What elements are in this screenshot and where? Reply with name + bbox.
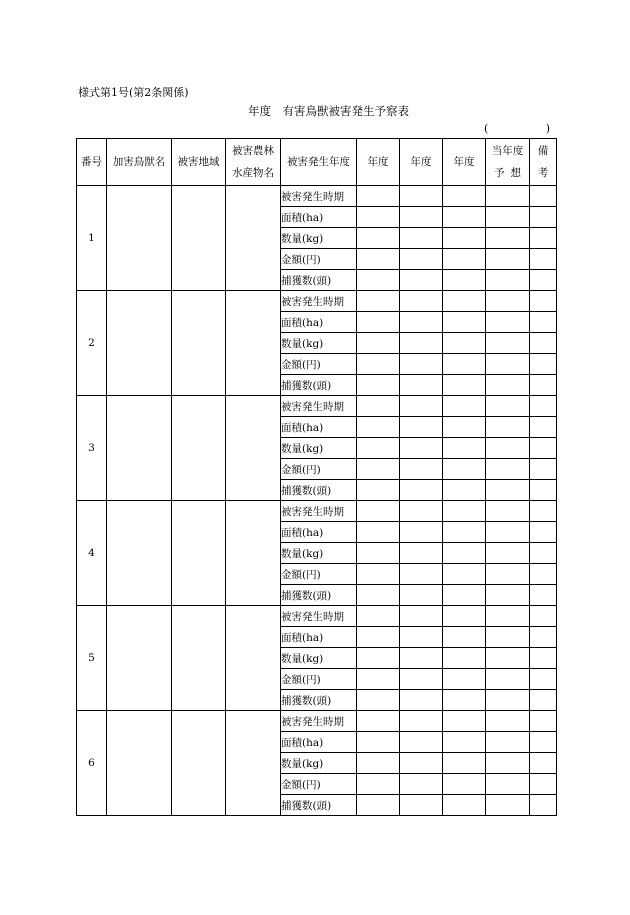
year-1-value-cell[interactable] [357,648,400,669]
header-number: 番号 [77,139,107,186]
item-label-cell: 金額(円) [281,459,357,480]
forecast-value-cell[interactable] [486,375,530,396]
group-number-cell: 2 [77,291,107,396]
year-1-value-cell[interactable] [357,711,400,732]
table-row [77,291,557,312]
header-remarks [530,139,557,186]
year-3-value-cell[interactable] [443,312,486,333]
group-number-cell: 3 [77,396,107,501]
year-1-value-cell[interactable] [357,312,400,333]
year-1-value-cell[interactable] [357,417,400,438]
form-title: 年度 有害鳥獣被害発生予察表 [248,104,409,118]
year-3-value-cell[interactable] [443,207,486,228]
year-3-value-cell[interactable] [443,270,486,291]
forecast-value-cell[interactable] [486,753,530,774]
year-1-value-cell[interactable] [357,396,400,417]
year-2-value-cell[interactable] [400,606,443,627]
year-1-value-cell[interactable] [357,795,400,816]
year-1-value-cell[interactable] [357,732,400,753]
year-2-value-cell[interactable] [400,417,443,438]
year-2-value-cell[interactable] [400,438,443,459]
remarks-value-cell[interactable] [530,207,557,228]
remarks-value-cell[interactable] [530,417,557,438]
forecast-value-cell[interactable] [486,333,530,354]
item-label-cell: 被害発生時期 [281,501,357,522]
year-3-value-cell[interactable] [443,711,486,732]
year-2-value-cell[interactable] [400,795,443,816]
animal-cell[interactable] [107,501,172,606]
crop-cell[interactable] [226,606,281,711]
year-1-value-cell[interactable] [357,249,400,270]
forecast-value-cell[interactable] [486,669,530,690]
year-1-value-cell[interactable] [357,606,400,627]
year-3-value-cell[interactable] [443,438,486,459]
year-1-value-cell[interactable] [357,291,400,312]
header-row [77,139,557,186]
year-2-value-cell[interactable] [400,501,443,522]
group-number-cell: 5 [77,606,107,711]
year-2-value-cell[interactable] [400,375,443,396]
year-3-value-cell[interactable] [443,480,486,501]
header-remarks-line2: 考 [537,167,549,179]
item-label-cell: 被害発生時期 [281,396,357,417]
remarks-value-cell[interactable] [530,333,557,354]
remarks-value-cell[interactable] [530,228,557,249]
item-label-cell: 数量(kg) [281,228,357,249]
forecast-value-cell[interactable] [486,291,530,312]
header-region: 被害地域 [172,139,226,186]
year-1-value-cell[interactable] [357,543,400,564]
area-parenthesis [484,122,550,135]
table-row [77,396,557,417]
year-3-value-cell[interactable] [443,354,486,375]
year-3-value-cell[interactable] [443,249,486,270]
table-row [77,186,557,207]
remarks-value-cell[interactable] [530,753,557,774]
paren-close: ) [545,122,550,135]
year-1-value-cell[interactable] [357,564,400,585]
forecast-value-cell[interactable] [486,417,530,438]
year-2-value-cell[interactable] [400,774,443,795]
region-cell[interactable] [172,606,226,711]
year-2-value-cell[interactable] [400,312,443,333]
header-remarks-line1: 備 [537,145,549,157]
forecast-value-cell[interactable] [486,564,530,585]
animal-cell[interactable] [107,186,172,291]
crop-cell[interactable] [226,501,281,606]
year-3-value-cell[interactable] [443,333,486,354]
group-number-cell: 6 [77,711,107,816]
remarks-value-cell[interactable] [530,564,557,585]
year-2-value-cell[interactable] [400,522,443,543]
damage-forecast-table [76,138,557,816]
forecast-value-cell[interactable] [486,711,530,732]
year-1-value-cell[interactable] [357,627,400,648]
forecast-value-cell[interactable] [486,438,530,459]
year-1-value-cell[interactable] [357,375,400,396]
year-2-value-cell[interactable] [400,396,443,417]
remarks-value-cell[interactable] [530,501,557,522]
forecast-value-cell[interactable] [486,396,530,417]
year-2-value-cell[interactable] [400,564,443,585]
item-label-cell: 捕獲数(頭) [281,270,357,291]
header-year-2: 年度 [400,139,443,186]
year-2-value-cell[interactable] [400,207,443,228]
item-label-cell: 面積(ha) [281,522,357,543]
header-forecast-yo: 予 [494,167,505,179]
year-2-value-cell[interactable] [400,333,443,354]
item-label-cell: 金額(円) [281,774,357,795]
paren-open: ( [484,122,489,135]
header-animal: 加害鳥獣名 [107,139,172,186]
remarks-value-cell[interactable] [530,396,557,417]
year-3-value-cell[interactable] [443,732,486,753]
year-2-value-cell[interactable] [400,270,443,291]
year-3-value-cell[interactable] [443,291,486,312]
year-3-value-cell[interactable] [443,606,486,627]
item-label-cell: 被害発生時期 [281,291,357,312]
year-1-value-cell[interactable] [357,354,400,375]
item-label-cell: 金額(円) [281,669,357,690]
animal-cell[interactable] [107,711,172,816]
year-1-value-cell[interactable] [357,207,400,228]
remarks-value-cell[interactable] [530,438,557,459]
item-label-cell: 数量(kg) [281,648,357,669]
year-2-value-cell[interactable] [400,753,443,774]
header-crop-line2: 水産物名 [232,167,274,179]
year-2-value-cell[interactable] [400,711,443,732]
region-cell[interactable] [172,186,226,291]
header-forecast-sou: 想 [510,167,521,179]
item-label-cell: 捕獲数(頭) [281,480,357,501]
forecast-value-cell[interactable] [486,312,530,333]
remarks-value-cell[interactable] [530,732,557,753]
remarks-value-cell[interactable] [530,270,557,291]
forecast-value-cell[interactable] [486,207,530,228]
year-3-value-cell[interactable] [443,459,486,480]
item-label-cell: 捕獲数(頭) [281,690,357,711]
year-1-value-cell[interactable] [357,459,400,480]
item-label-cell: 数量(kg) [281,753,357,774]
region-cell[interactable] [172,711,226,816]
item-label-cell: 金額(円) [281,249,357,270]
item-label-cell: 金額(円) [281,564,357,585]
table-row [77,711,557,732]
remarks-value-cell[interactable] [530,669,557,690]
year-1-value-cell[interactable] [357,438,400,459]
year-3-value-cell[interactable] [443,627,486,648]
year-1-value-cell[interactable] [357,522,400,543]
year-2-value-cell[interactable] [400,186,443,207]
year-3-value-cell[interactable] [443,648,486,669]
forecast-value-cell[interactable] [486,501,530,522]
header-forecast [486,139,530,186]
year-2-value-cell[interactable] [400,669,443,690]
header-occur-year: 被害発生年度 [281,139,357,186]
forecast-value-cell[interactable] [486,459,530,480]
group-number-cell: 1 [77,186,107,291]
year-1-value-cell[interactable] [357,270,400,291]
table-row [77,501,557,522]
year-3-value-cell[interactable] [443,501,486,522]
header-crop-line1: 被害農林 [232,145,274,157]
crop-cell[interactable] [226,711,281,816]
remarks-value-cell[interactable] [530,480,557,501]
region-cell[interactable] [172,501,226,606]
year-1-value-cell[interactable] [357,480,400,501]
year-3-value-cell[interactable] [443,228,486,249]
item-label-cell: 数量(kg) [281,543,357,564]
year-1-value-cell[interactable] [357,669,400,690]
item-label-cell: 面積(ha) [281,417,357,438]
item-label-cell: 捕獲数(頭) [281,585,357,606]
year-2-value-cell[interactable] [400,480,443,501]
remarks-value-cell[interactable] [530,543,557,564]
item-label-cell: 金額(円) [281,354,357,375]
crop-cell[interactable] [226,396,281,501]
item-label-cell: 被害発生時期 [281,606,357,627]
year-1-value-cell[interactable] [357,228,400,249]
remarks-value-cell[interactable] [530,291,557,312]
forecast-value-cell[interactable] [486,354,530,375]
forecast-value-cell[interactable] [486,585,530,606]
year-2-value-cell[interactable] [400,354,443,375]
year-2-value-cell[interactable] [400,543,443,564]
year-3-value-cell[interactable] [443,753,486,774]
forecast-value-cell[interactable] [486,627,530,648]
year-3-value-cell[interactable] [443,585,486,606]
year-3-value-cell[interactable] [443,795,486,816]
header-crop [226,139,281,186]
remarks-value-cell[interactable] [530,459,557,480]
remarks-value-cell[interactable] [530,186,557,207]
forecast-value-cell[interactable] [486,522,530,543]
forecast-value-cell[interactable] [486,186,530,207]
table-row [77,606,557,627]
form-number-label: 様式第1号(第2条関係) [78,86,189,99]
remarks-value-cell[interactable] [530,606,557,627]
year-1-value-cell[interactable] [357,585,400,606]
header-year-1: 年度 [357,139,400,186]
remarks-value-cell[interactable] [530,627,557,648]
item-label-cell: 面積(ha) [281,732,357,753]
header-forecast-line1: 当年度 [491,145,524,157]
year-3-value-cell[interactable] [443,375,486,396]
year-2-value-cell[interactable] [400,627,443,648]
forecast-value-cell[interactable] [486,606,530,627]
year-2-value-cell[interactable] [400,459,443,480]
year-3-value-cell[interactable] [443,690,486,711]
animal-cell[interactable] [107,396,172,501]
year-3-value-cell[interactable] [443,774,486,795]
year-1-value-cell[interactable] [357,690,400,711]
year-3-value-cell[interactable] [443,564,486,585]
forecast-value-cell[interactable] [486,795,530,816]
forecast-value-cell[interactable] [486,543,530,564]
year-2-value-cell[interactable] [400,585,443,606]
remarks-value-cell[interactable] [530,375,557,396]
item-label-cell: 数量(kg) [281,333,357,354]
year-2-value-cell[interactable] [400,228,443,249]
year-1-value-cell[interactable] [357,774,400,795]
year-3-value-cell[interactable] [443,186,486,207]
item-label-cell: 面積(ha) [281,312,357,333]
year-3-value-cell[interactable] [443,396,486,417]
remarks-value-cell[interactable] [530,354,557,375]
year-1-value-cell[interactable] [357,186,400,207]
year-2-value-cell[interactable] [400,291,443,312]
year-3-value-cell[interactable] [443,543,486,564]
remarks-value-cell[interactable] [530,774,557,795]
forecast-value-cell[interactable] [486,690,530,711]
year-1-value-cell[interactable] [357,753,400,774]
header-forecast-line2 [486,162,529,184]
item-label-cell: 被害発生時期 [281,186,357,207]
forecast-value-cell[interactable] [486,732,530,753]
forecast-value-cell[interactable] [486,228,530,249]
region-cell[interactable] [172,396,226,501]
year-2-value-cell[interactable] [400,249,443,270]
forecast-value-cell[interactable] [486,480,530,501]
forecast-value-cell[interactable] [486,774,530,795]
remarks-value-cell[interactable] [530,522,557,543]
remarks-value-cell[interactable] [530,711,557,732]
header-year-3: 年度 [443,139,486,186]
remarks-value-cell[interactable] [530,249,557,270]
group-number-cell: 4 [77,501,107,606]
remarks-value-cell[interactable] [530,690,557,711]
crop-cell[interactable] [226,291,281,396]
year-2-value-cell[interactable] [400,690,443,711]
animal-cell[interactable] [107,606,172,711]
year-1-value-cell[interactable] [357,501,400,522]
item-label-cell: 捕獲数(頭) [281,795,357,816]
crop-cell[interactable] [226,186,281,291]
remarks-value-cell[interactable] [530,648,557,669]
item-label-cell: 面積(ha) [281,207,357,228]
forecast-value-cell[interactable] [486,249,530,270]
year-3-value-cell[interactable] [443,417,486,438]
remarks-value-cell[interactable] [530,795,557,816]
year-1-value-cell[interactable] [357,333,400,354]
region-cell[interactable] [172,291,226,396]
year-2-value-cell[interactable] [400,648,443,669]
item-label-cell: 捕獲数(頭) [281,375,357,396]
remarks-value-cell[interactable] [530,312,557,333]
remarks-value-cell[interactable] [530,585,557,606]
forecast-value-cell[interactable] [486,270,530,291]
forecast-value-cell[interactable] [486,648,530,669]
item-label-cell: 面積(ha) [281,627,357,648]
year-2-value-cell[interactable] [400,732,443,753]
year-3-value-cell[interactable] [443,522,486,543]
year-3-value-cell[interactable] [443,669,486,690]
item-label-cell: 被害発生時期 [281,711,357,732]
animal-cell[interactable] [107,291,172,396]
item-label-cell: 数量(kg) [281,438,357,459]
